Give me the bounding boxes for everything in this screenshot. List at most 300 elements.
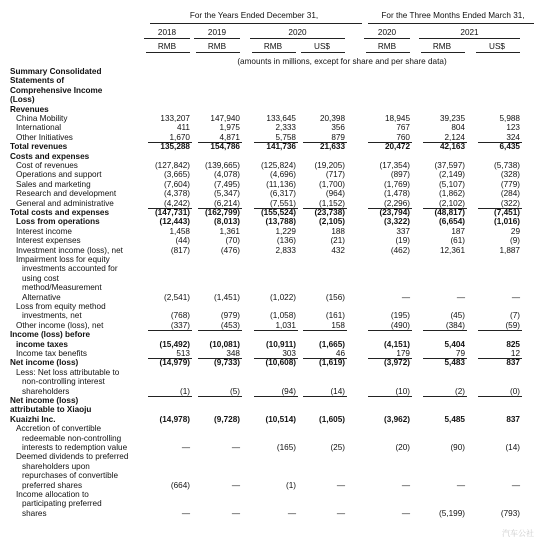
row-value: (139,665) <box>204 161 240 170</box>
row-value: (19,205) <box>314 161 345 170</box>
table-row <box>0 499 540 508</box>
row-value: (1,769) <box>384 179 410 189</box>
row-label: method/Measurement <box>22 283 102 293</box>
currency-header-cell: RMB <box>432 42 452 51</box>
table-row <box>0 368 540 377</box>
row-value: 135,288 <box>160 142 190 152</box>
table-row <box>0 321 540 330</box>
row-value: 18,945 <box>384 114 410 123</box>
row-label: Loss from equity method <box>16 302 106 311</box>
row-value: 1,229 <box>275 226 296 236</box>
table-row <box>0 452 540 461</box>
row-value: (768) <box>170 311 190 321</box>
row-value: 837 <box>506 414 520 424</box>
row-value: (14) <box>505 443 520 452</box>
currency-header-cell: RMB <box>377 42 397 51</box>
row-label: shareholders upon <box>22 461 90 471</box>
row-value: 133,645 <box>266 114 296 123</box>
row-value: (979) <box>220 311 240 321</box>
table-row <box>0 142 540 151</box>
row-value: 4,871 <box>219 132 240 142</box>
row-value: — <box>401 292 410 302</box>
table-row <box>0 170 540 179</box>
row-value: (4,696) <box>270 170 296 180</box>
row-label: Statements of <box>10 76 65 86</box>
row-label: Income tax benefits <box>16 349 87 358</box>
row-value: (156) <box>325 292 345 302</box>
row-value: 324 <box>506 132 520 142</box>
row-label: Income allocation to <box>16 490 89 499</box>
table-row <box>0 462 540 471</box>
row-value: (322) <box>500 198 520 208</box>
row-value: (2,105) <box>319 217 345 227</box>
table-row <box>0 208 540 217</box>
row-label: Cost of revenues <box>16 161 78 170</box>
row-value: (23,794) <box>379 208 410 217</box>
year-underline <box>194 38 240 39</box>
table-row <box>0 246 540 255</box>
table-row <box>0 283 540 292</box>
currency-header-cell: RMB <box>207 42 227 51</box>
row-value: (793) <box>500 508 520 518</box>
row-value: (45) <box>450 311 465 321</box>
row-value: (14,979) <box>159 358 190 368</box>
table-row <box>0 358 540 367</box>
table-row <box>0 123 540 132</box>
row-value: 760 <box>396 132 410 142</box>
year-underline <box>250 38 345 39</box>
row-value: 12 <box>510 349 520 358</box>
row-value: (328) <box>500 170 520 180</box>
row-value: (284) <box>500 189 520 199</box>
currency-underline <box>301 52 345 53</box>
row-value: 133,207 <box>160 114 190 123</box>
row-value: (1) <box>285 480 296 490</box>
row-value: 1,887 <box>499 245 520 255</box>
row-value: (44) <box>175 236 190 246</box>
row-value: (21) <box>330 236 345 246</box>
table-row <box>0 133 540 142</box>
table-row <box>0 227 540 236</box>
row-value: (1,700) <box>319 179 345 189</box>
row-value: 5,758 <box>275 132 296 142</box>
row-value: 158 <box>331 320 345 330</box>
row-value: (2,102) <box>439 198 465 208</box>
row-value: (7,551) <box>270 198 296 208</box>
table-row <box>0 311 540 320</box>
row-label: Accretion of convertible <box>16 424 102 434</box>
row-value: (1,022) <box>270 292 296 302</box>
table-row <box>0 330 540 339</box>
row-label: investments, net <box>22 311 82 321</box>
currency-underline <box>366 52 410 53</box>
row-label: (Loss) <box>10 95 35 105</box>
row-label: Revenues <box>10 104 49 114</box>
row-value: (5,347) <box>214 189 240 199</box>
row-value: 767 <box>396 123 410 133</box>
table-row <box>0 443 540 452</box>
row-label: Interest income <box>16 226 72 236</box>
header-rule <box>150 23 362 24</box>
row-value: 1,458 <box>169 226 190 236</box>
row-value: (1,619) <box>319 358 345 368</box>
row-label: using cost <box>22 273 59 283</box>
row-value: (8,013) <box>214 217 240 227</box>
table-row <box>0 415 540 424</box>
row-value: 1,975 <box>219 123 240 133</box>
currency-header-cell: RMB <box>263 42 283 51</box>
row-value: (2,296) <box>384 198 410 208</box>
row-label: Income (loss) before <box>10 330 91 340</box>
table-row <box>0 377 540 386</box>
row-label: redeemable non-controlling <box>22 433 122 443</box>
row-value: — <box>511 480 520 490</box>
row-value: 837 <box>506 358 520 368</box>
row-label: repurchases of convertible <box>22 471 119 481</box>
row-value: (10) <box>395 386 410 396</box>
row-value: (7) <box>509 311 520 321</box>
row-value: (4,151) <box>384 339 410 349</box>
row-value: (1,862) <box>439 189 465 199</box>
row-value: (2) <box>454 386 465 396</box>
row-label: investments accounted for <box>22 264 118 274</box>
row-label: Investment income (loss), net <box>16 245 123 255</box>
row-label: attributable to Xiaoju <box>10 405 92 415</box>
table-row <box>0 481 540 490</box>
row-value: 29 <box>510 226 520 236</box>
row-value: (817) <box>170 245 190 255</box>
row-value: 5,988 <box>499 114 520 123</box>
statement-title-line <box>0 76 540 85</box>
row-value: (3,322) <box>384 217 410 227</box>
row-value: (5) <box>229 386 240 396</box>
row-value: (94) <box>281 386 296 396</box>
row-value: (12,443) <box>159 217 190 227</box>
row-value: (9,728) <box>214 414 240 424</box>
row-value: (7,495) <box>214 179 240 189</box>
row-value: (5,107) <box>439 179 465 189</box>
row-value: (1,058) <box>270 311 296 321</box>
row-value: (1,451) <box>214 292 240 302</box>
row-value: (3,665) <box>164 170 190 180</box>
row-value: (155,524) <box>260 208 296 217</box>
row-value: (384) <box>445 320 465 330</box>
row-value: (453) <box>220 320 240 330</box>
row-value: (147,731) <box>154 208 190 217</box>
row-value: — <box>287 508 296 518</box>
year-header-cell: 2020 <box>288 28 307 37</box>
row-value: 154,786 <box>210 142 240 152</box>
table-row <box>0 274 540 283</box>
row-value: (127,842) <box>154 161 190 170</box>
currency-header-cell: RMB <box>157 42 177 51</box>
row-value: 5,404 <box>444 339 465 349</box>
row-value: — <box>456 480 465 490</box>
statement-title-line <box>0 67 540 76</box>
currency-underline <box>196 52 240 53</box>
row-value: 804 <box>451 123 465 133</box>
row-value: (6,317) <box>270 189 296 199</box>
table-row <box>0 189 540 198</box>
units-note: (amounts in millions, except for share and per share data) <box>237 57 447 66</box>
row-label: preferred shares <box>22 480 83 490</box>
table-row <box>0 509 540 518</box>
row-label: Sales and marketing <box>16 179 91 189</box>
year-header-cell: 2021 <box>460 28 479 37</box>
row-value: — <box>181 443 190 452</box>
currency-underline <box>252 52 296 53</box>
row-label: Other income (loss), net <box>16 320 104 330</box>
row-value: 513 <box>176 349 190 358</box>
row-label: China Mobility <box>16 114 68 123</box>
row-value: (964) <box>325 189 345 199</box>
row-label: Summary Consolidated <box>10 67 102 76</box>
currency-underline <box>421 52 465 53</box>
currency-header-cell: US$ <box>489 42 505 51</box>
year-underline <box>364 38 410 39</box>
table-row <box>0 349 540 358</box>
row-value: 179 <box>396 349 410 358</box>
row-value: 12,361 <box>439 245 465 255</box>
row-value: (9) <box>509 236 520 246</box>
row-value: (3,972) <box>384 358 410 368</box>
row-value: 348 <box>226 349 240 358</box>
row-label: General and administrative <box>16 198 114 208</box>
row-value: (337) <box>170 320 190 330</box>
row-value: (10,514) <box>265 414 296 424</box>
table-row <box>0 114 540 123</box>
row-value: (779) <box>500 179 520 189</box>
row-value: (490) <box>390 320 410 330</box>
year-underline <box>144 38 190 39</box>
table-row <box>0 236 540 245</box>
row-value: — <box>401 480 410 490</box>
row-label: Interest expenses <box>16 236 81 246</box>
years-group-header: For the Years Ended December 31, <box>189 11 319 20</box>
row-value: (17,354) <box>379 161 410 170</box>
row-value: 147,940 <box>210 114 240 123</box>
row-value: 21,633 <box>319 142 345 152</box>
header-rule <box>368 23 534 24</box>
row-value: (10,608) <box>265 358 296 368</box>
table-row <box>0 340 540 349</box>
row-value: (10,911) <box>265 339 296 349</box>
row-value: (23,738) <box>314 208 345 217</box>
row-value: (61) <box>450 236 465 246</box>
row-value: (1,665) <box>319 339 345 349</box>
row-value: (5,199) <box>439 508 465 518</box>
row-value: 46 <box>335 349 345 358</box>
row-value: (3,962) <box>384 414 410 424</box>
row-label: shares <box>22 508 47 518</box>
row-label: Costs and expenses <box>10 151 90 161</box>
row-label: Loss from operations <box>16 217 100 227</box>
table-row <box>0 264 540 273</box>
row-label: Comprehensive Income <box>10 85 103 95</box>
row-label: Net income (loss) <box>10 358 79 368</box>
row-value: 2,124 <box>444 132 465 142</box>
row-label: Research and development <box>16 189 117 199</box>
row-value: (161) <box>325 311 345 321</box>
row-label: Other Initiatives <box>16 132 73 142</box>
row-value: — <box>456 292 465 302</box>
section-header <box>0 105 540 114</box>
row-value: (0) <box>509 386 520 396</box>
row-value: (14,978) <box>159 414 190 424</box>
row-value: — <box>231 508 240 518</box>
row-value: — <box>336 480 345 490</box>
row-value: 5,483 <box>444 358 465 368</box>
row-value: — <box>336 508 345 518</box>
row-value: (10,081) <box>209 339 240 349</box>
row-value: (717) <box>325 170 345 180</box>
row-value: (462) <box>390 245 410 255</box>
row-label: non-controlling interest <box>22 377 105 387</box>
row-label: Impairment loss for equity <box>16 255 110 264</box>
row-value: (59) <box>505 320 520 330</box>
row-value: — <box>181 508 190 518</box>
row-value: — <box>511 292 520 302</box>
row-value: 1,670 <box>169 132 190 142</box>
row-value: 141,736 <box>266 142 296 152</box>
row-label: International <box>16 123 62 133</box>
row-value: (165) <box>276 443 296 452</box>
row-value: (1,478) <box>384 189 410 199</box>
row-value: (7,604) <box>164 179 190 189</box>
row-value: (4,242) <box>164 198 190 208</box>
row-value: (25) <box>330 443 345 452</box>
row-value: (4,078) <box>214 170 240 180</box>
section-header <box>0 152 540 161</box>
row-value: 188 <box>331 226 345 236</box>
row-value: (1,016) <box>494 217 520 227</box>
table-row <box>0 199 540 208</box>
year-header-cell: 2020 <box>377 28 397 37</box>
row-value: 879 <box>331 132 345 142</box>
table-row <box>0 180 540 189</box>
row-value: (476) <box>220 245 240 255</box>
row-value: (20) <box>395 443 410 452</box>
row-label: interests to redemption value <box>22 443 128 452</box>
table-row <box>0 405 540 414</box>
row-value: (136) <box>276 236 296 246</box>
row-label: Less: Net loss attributable to <box>16 367 120 377</box>
row-value: (2,541) <box>164 292 190 302</box>
row-value: (195) <box>390 311 410 321</box>
row-value: 20,472 <box>384 142 410 152</box>
row-value: 303 <box>282 349 296 358</box>
table-row <box>0 490 540 499</box>
row-value: 187 <box>451 226 465 236</box>
row-value: (14) <box>330 386 345 396</box>
row-value: (5,738) <box>494 161 520 170</box>
row-value: 5,485 <box>444 414 465 424</box>
table-row <box>0 424 540 433</box>
statement-title-line <box>0 95 540 104</box>
table-row <box>0 302 540 311</box>
row-value: (15,492) <box>159 339 190 349</box>
table-row <box>0 471 540 480</box>
row-label: Deemed dividends to preferred <box>16 452 129 462</box>
row-value: (13,788) <box>265 217 296 227</box>
row-value: (6,214) <box>214 198 240 208</box>
row-value: — <box>231 480 240 490</box>
row-label: Total revenues <box>10 142 68 152</box>
year-header-cell: 2018 <box>157 28 177 37</box>
row-value: (70) <box>225 236 240 246</box>
table-row <box>0 217 540 226</box>
row-value: (1,605) <box>319 414 345 424</box>
row-value: 432 <box>331 245 345 255</box>
row-label: participating preferred <box>22 499 102 509</box>
row-value: (2,149) <box>439 170 465 180</box>
row-value: 39,235 <box>439 114 465 123</box>
table-row <box>0 434 540 443</box>
row-label: income taxes <box>16 339 68 349</box>
year-underline <box>419 38 520 39</box>
row-label: Net income (loss) <box>10 396 79 405</box>
table-row <box>0 387 540 396</box>
currency-underline <box>146 52 190 53</box>
row-value: (37,597) <box>434 161 465 170</box>
row-value: 20,398 <box>319 114 345 123</box>
row-value: 825 <box>506 339 520 349</box>
table-row <box>0 396 540 405</box>
table-row <box>0 161 540 170</box>
row-value: (4,378) <box>164 189 190 199</box>
row-label: Total costs and expenses <box>10 208 110 217</box>
row-value: (11,136) <box>266 179 296 189</box>
quarter-group-header: For the Three Months Ended March 31, <box>381 11 525 20</box>
year-header-cell: 2019 <box>207 28 227 37</box>
row-value: 42,163 <box>439 142 465 152</box>
watermark: 汽车公社 <box>502 529 534 538</box>
row-value: (6,654) <box>439 217 465 227</box>
row-value: 2,333 <box>275 123 296 133</box>
row-value: — <box>231 443 240 452</box>
row-value: (125,824) <box>260 161 296 170</box>
row-value: — <box>401 508 410 518</box>
row-value: (1) <box>179 386 190 396</box>
row-value: (1,152) <box>319 198 345 208</box>
row-value: 1,361 <box>219 226 240 236</box>
row-value: (48,817) <box>434 208 465 217</box>
currency-header-cell: US$ <box>314 42 330 51</box>
row-value: (19) <box>395 236 410 246</box>
row-value: (664) <box>170 480 190 490</box>
row-value: (90) <box>450 443 465 452</box>
table-row <box>0 255 540 264</box>
row-label: Operations and support <box>16 170 102 180</box>
row-label: shareholders <box>22 386 70 396</box>
row-value: (897) <box>390 170 410 180</box>
row-value: 2,833 <box>275 245 296 255</box>
row-value: 337 <box>396 226 410 236</box>
row-value: 6,435 <box>499 142 520 152</box>
row-label: Kuaizhi Inc. <box>10 414 56 424</box>
currency-underline <box>476 52 520 53</box>
row-value: (9,733) <box>214 358 240 368</box>
table-row <box>0 293 540 302</box>
row-value: (7,451) <box>494 208 520 217</box>
row-value: (162,799) <box>204 208 240 217</box>
row-label: Alternative <box>22 292 61 302</box>
row-value: 1,031 <box>275 320 296 330</box>
statement-title-line <box>0 86 540 95</box>
row-value: 356 <box>331 123 345 133</box>
row-value: 79 <box>455 349 465 358</box>
row-value: 411 <box>176 123 190 133</box>
